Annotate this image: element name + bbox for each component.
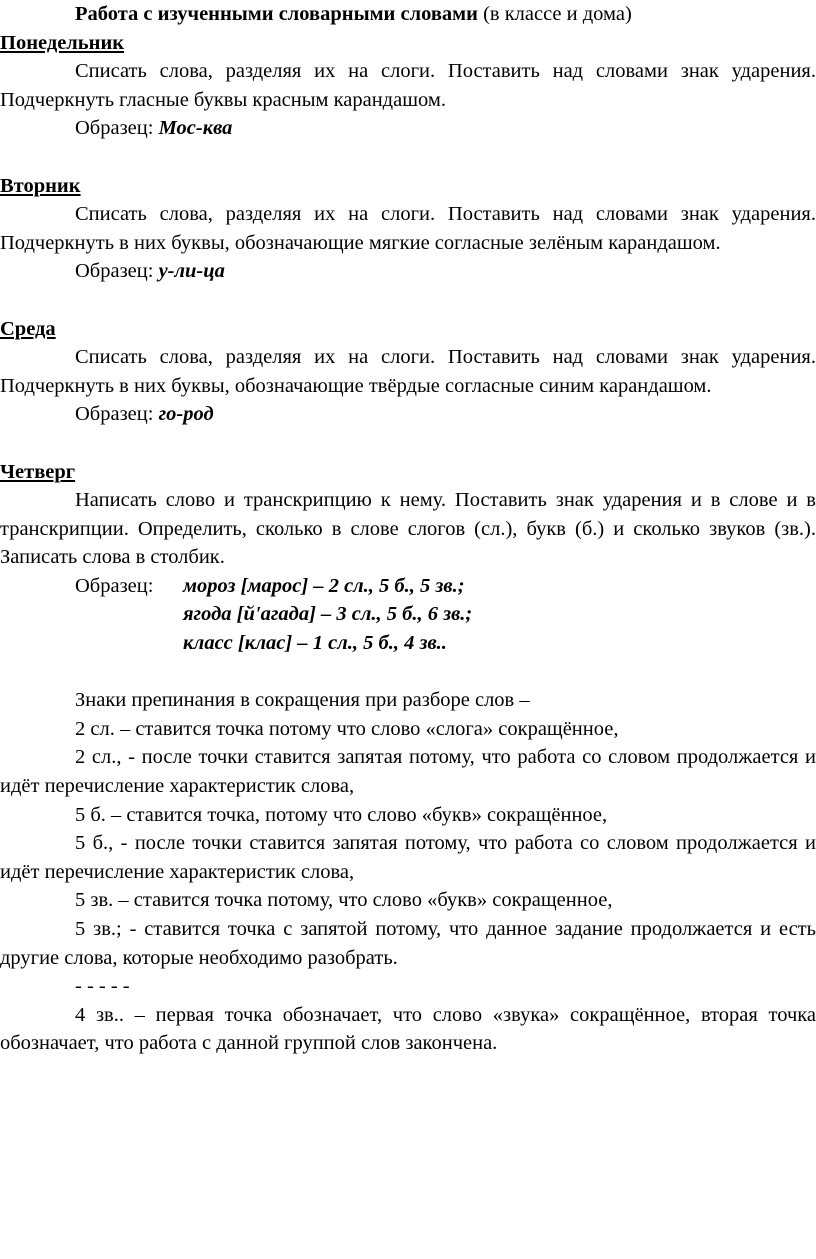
task-thursday: Написать слово и транскрипцию к нему. Поставить знак ударения и в слове и в транскрипции. Определить, сколько в слове слогов (сл.), букв (б.) и сколько звуков (зв.). Записать слова в столбик. xyxy=(0,489,816,569)
punctuation-final: 4 зв.. – первая точка обозначает, что слово «звука» сокращённое, вторая точка обозначает, что работа с данной группой слов закончена. xyxy=(0,1003,816,1055)
sample-monday xyxy=(0,114,816,143)
sample-line: класс [клас] – 1 сл., 5 б., 4 зв.. xyxy=(183,632,447,655)
punctuation-item: 2 сл., - после точки ставится запятая потому, что работа со словом продолжается и идёт перечисление характеристик слова, xyxy=(0,746,816,798)
day-heading-monday: Понедельник xyxy=(0,31,125,54)
divider-dashes: - - - - - xyxy=(75,975,130,998)
sample-line: мороз [марос] – 2 сл., 5 б., 5 зв.; xyxy=(183,574,465,597)
punctuation-item: 5 б. – ставится точка, потому что слово «букв» сокращённое, xyxy=(75,803,608,826)
document-title xyxy=(0,0,816,29)
sample-label: Образец: xyxy=(75,403,154,426)
task-monday: Списать слова, разделяя их на слоги. Поставить над словами знак ударения. Подчеркнуть гласные буквы красным карандашом. xyxy=(0,60,816,111)
punctuation-intro: Знаки препинания в сокращения при разборе слов – xyxy=(75,689,530,712)
sample-list-thursday xyxy=(183,572,472,658)
spacer xyxy=(0,658,816,687)
title-bold: Работа с изученными словарными словами xyxy=(75,3,478,25)
day-heading-thursday: Четверг xyxy=(0,460,76,483)
sample-line: ягода [й'агада] – 3 сл., 5 б., 6 зв.; xyxy=(183,603,473,626)
sample-word-monday: Мос-ква xyxy=(158,117,233,140)
sample-word-wednesday: го-род xyxy=(158,403,214,426)
day-heading-tuesday: Вторник xyxy=(0,174,81,197)
sample-wednesday xyxy=(0,400,816,429)
task-tuesday: Списать слова, разделяя их на слоги. Поставить над словами знак ударения. Подчеркнуть в них буквы, обозначающие мягкие согласные зелёным карандашом. xyxy=(0,203,816,254)
punctuation-item: 5 зв. – ставится точка потому, что слово «букв» сокращенное, xyxy=(75,889,613,912)
sample-label: Образец: xyxy=(75,574,154,597)
punctuation-item: 2 сл. – ставится точка потому что слово «слога» сокращённое, xyxy=(75,717,619,740)
punctuation-item: 5 зв.; - ставится точка с запятой потому, что данное задание продолжается и есть другие слова, которые необходимо разобрать. xyxy=(0,918,816,969)
punctuation-item: 5 б., - после точки ставится запятая потому, что работа со словом продолжается и идёт перечисление характеристик слова, xyxy=(0,832,816,883)
sample-thursday xyxy=(0,572,816,658)
sample-word-tuesday: у-ли-ца xyxy=(158,260,225,283)
task-wednesday: Списать слова, разделяя их на слоги. Поставить над словами знак ударения. Подчеркнуть в них буквы, обозначающие твёрдые согласные синим карандашом. xyxy=(0,346,816,397)
day-heading-wednesday: Среда xyxy=(0,317,56,340)
sample-tuesday xyxy=(0,257,816,286)
sample-label: Образец: xyxy=(75,260,154,283)
title-rest: (в классе и дома) xyxy=(477,3,632,25)
sample-label: Образец: xyxy=(75,117,154,140)
